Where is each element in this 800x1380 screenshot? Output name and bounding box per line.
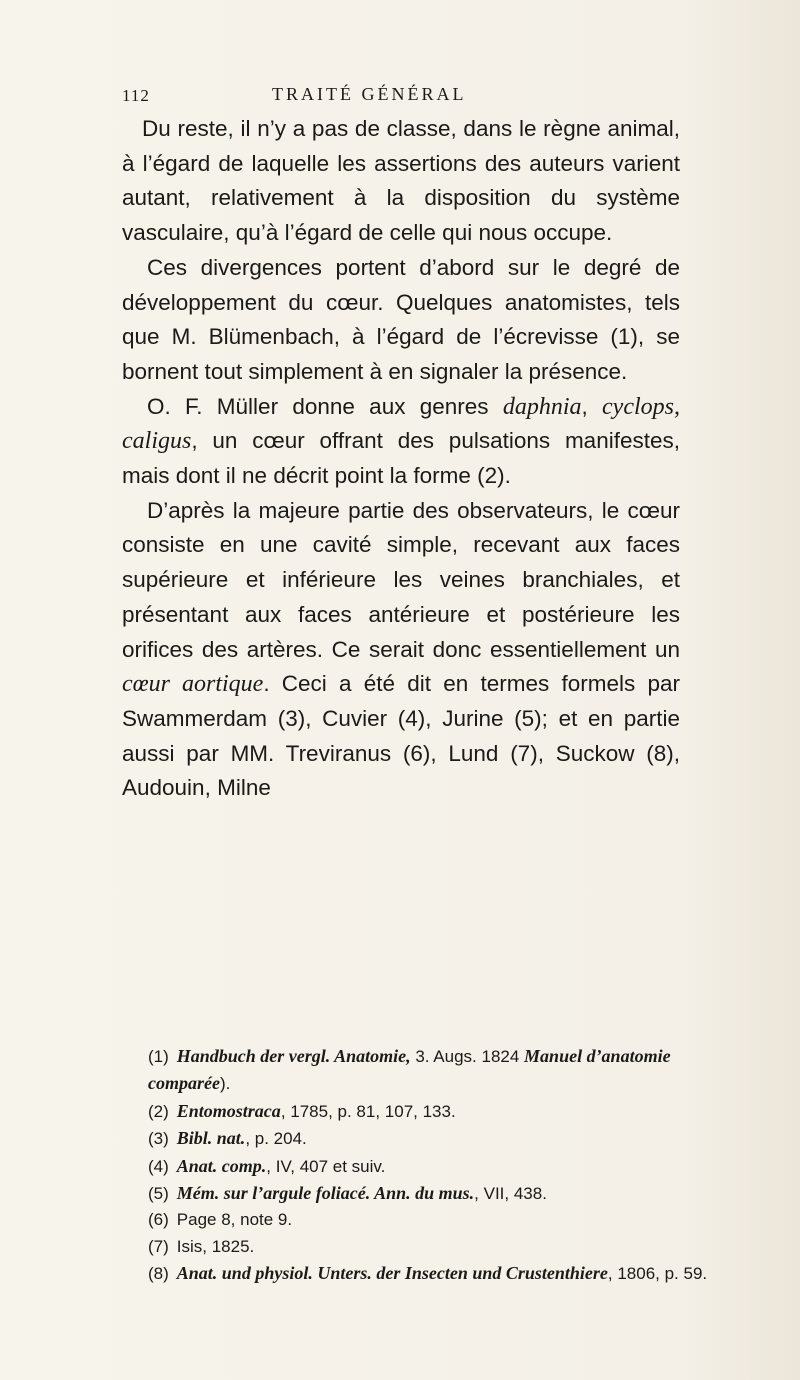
footnote-reference: , 1806, p. 59. bbox=[607, 1264, 708, 1284]
footnote-title: Entomostraca bbox=[176, 1100, 281, 1121]
footnote-7 bbox=[148, 1234, 708, 1260]
footnotes bbox=[148, 1043, 708, 1288]
footnote-title-secondary: Manuel d’anatomie comparée bbox=[148, 1046, 671, 1094]
paragraph-4-text-end: . Ceci a été dit en termes formels par Swammerdam (3), Cuvier (4), Jurine (5); et en partie aussi par MM. Treviranus (6), Lund (7), Suckow (8), Audouin, Milne bbox=[122, 671, 681, 801]
running-head bbox=[122, 78, 670, 108]
genus-daphnia: daphnia bbox=[502, 393, 582, 420]
footnote-title: Handbuch der vergl. Anatomie, bbox=[176, 1046, 411, 1066]
paragraph-3-text-start: O. F. Müller donne aux genres bbox=[147, 393, 503, 419]
footnote-title: Anat. und physiol. Unters. der Insecten und Crustenthiere bbox=[176, 1263, 608, 1284]
body-text bbox=[122, 112, 680, 806]
footnote-title: Mém. sur l’argule foliacé. Ann. du mus. bbox=[176, 1183, 475, 1204]
paragraph-2: Ces divergences portent d’abord sur le degré de développement du cœur. Quelques anatomistes, tels que M. Blümenbach, à l’égard de l’écrevisse (1), se bornent tout simplement à en signaler la présence. bbox=[122, 254, 680, 384]
footnote-number: (4) bbox=[148, 1156, 169, 1176]
page-number: 112 bbox=[122, 86, 150, 105]
footnote-3 bbox=[148, 1125, 708, 1152]
footnote-reference: , 1785, p. 81, 107, 133. bbox=[280, 1101, 456, 1121]
footnote-number: (7) bbox=[148, 1236, 169, 1256]
footnote-6 bbox=[148, 1207, 708, 1233]
genera-cyclops-caligus: cyclops, caligus bbox=[122, 393, 680, 455]
footnote-5 bbox=[148, 1180, 708, 1207]
term-coeur-aortique: cœur aortique bbox=[122, 671, 264, 698]
footnote-reference: , IV, 407 et suiv. bbox=[266, 1156, 386, 1176]
footnote-number: (1) bbox=[148, 1047, 169, 1066]
footnote-title: Anat. comp. bbox=[176, 1155, 267, 1176]
paragraph-3-text-end: , un cœur offrant des pulsations manifestes, mais dont il ne décrit point la forme (2). bbox=[122, 428, 680, 489]
footnote-reference: Isis, 1825. bbox=[176, 1236, 255, 1256]
footnote-8 bbox=[148, 1260, 708, 1287]
footnote-4 bbox=[148, 1153, 708, 1180]
footnote-number: (2) bbox=[148, 1101, 169, 1121]
footnote-number: (6) bbox=[148, 1210, 169, 1230]
paragraph-4 bbox=[122, 494, 680, 806]
footnote-reference: , VII, 438. bbox=[474, 1184, 547, 1204]
paragraph-4-text-start: D’après la majeure partie des observateurs, le cœur consiste en une cavité simple, recevant aux faces supérieure et inférieure les veines branchiales, et présentant aux faces antérieure et postérieure les orifices des artères. Ce serait donc essentiellement un bbox=[122, 497, 680, 662]
running-title: TRAITÉ GÉNÉRAL bbox=[272, 84, 467, 104]
footnote-number: (5) bbox=[148, 1184, 169, 1204]
paragraph-1: Du reste, il n’y a pas de classe, dans le règne animal, à l’égard de laquelle les assertions des auteurs varient autant, relativement à la disposition du système vasculaire, qu’à l’égard de celle qui nous occupe. bbox=[122, 116, 680, 246]
paragraph-3-separator: , bbox=[581, 393, 603, 419]
footnote-title: Bibl. nat. bbox=[176, 1128, 246, 1149]
footnote-2 bbox=[148, 1098, 708, 1125]
footnote-number: (3) bbox=[148, 1129, 169, 1149]
footnote-reference: 3. Augs. 1824 bbox=[410, 1047, 525, 1066]
footnote-number: (8) bbox=[148, 1264, 169, 1284]
footnote-reference-end: ). bbox=[219, 1074, 231, 1094]
footnote-1 bbox=[148, 1043, 708, 1098]
footnote-reference: , p. 204. bbox=[245, 1129, 307, 1149]
footnote-reference: Page 8, note 9. bbox=[176, 1210, 293, 1230]
paragraph-3 bbox=[122, 390, 680, 494]
